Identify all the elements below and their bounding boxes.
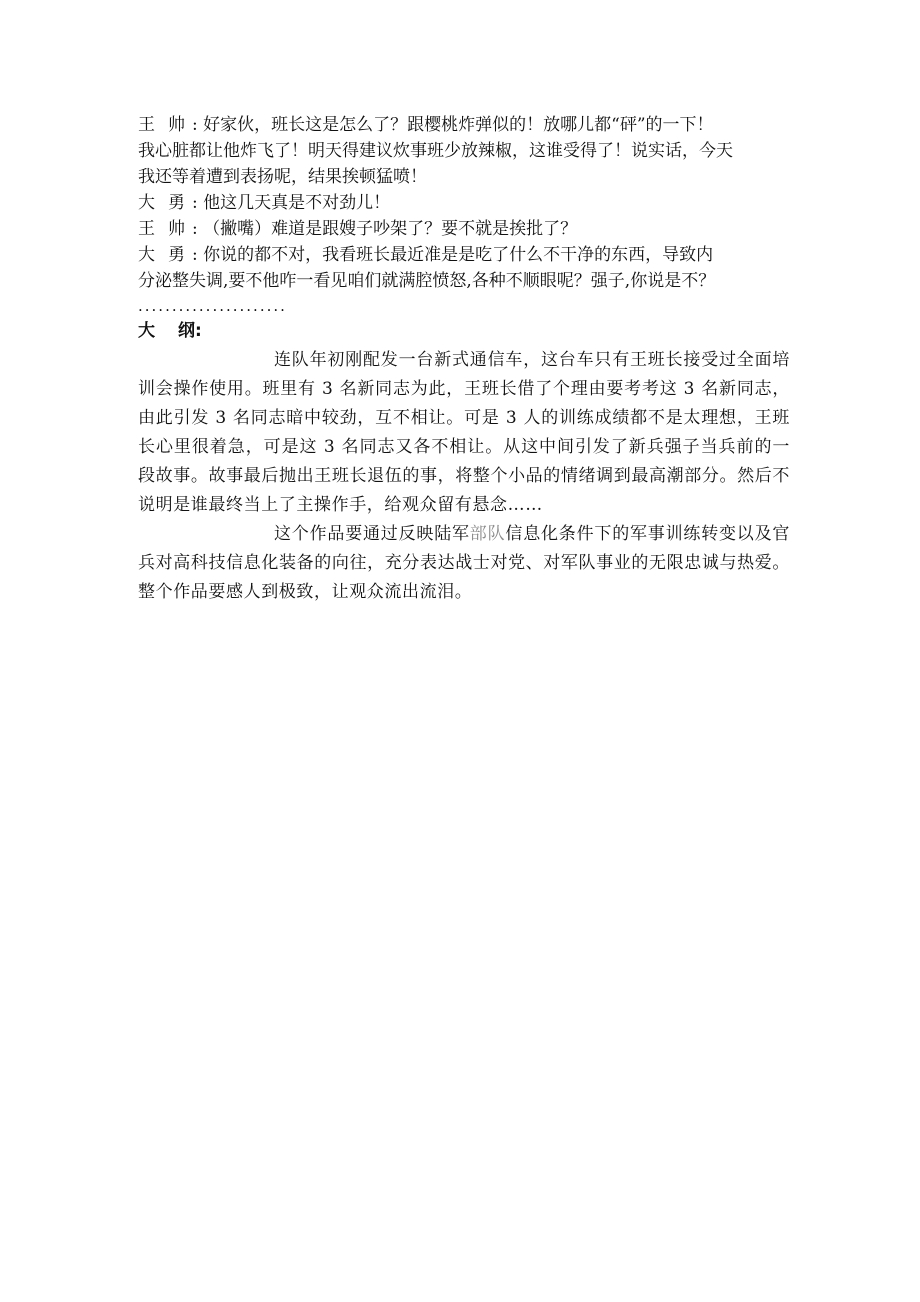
dialogue-text: : 你说的都不对，我看班长最近准是是吃了什么不干净的东西，导致内 xyxy=(192,245,714,265)
muted-word: 部队 xyxy=(469,524,506,544)
dialogue-text: : 好家伙，班长这是怎么了？跟樱桃炸弹似的！放哪儿都“砰”的一下！ xyxy=(192,115,714,135)
dialogue-line: 分泌整失调,要不他咋一看见咱们就满腔愤怒,各种不顺眼呢？强子,你说是不？ xyxy=(138,271,716,291)
speaker-name: 大 勇 xyxy=(138,245,185,265)
ellipsis-divider: ...................... xyxy=(138,297,287,315)
dialogue-block-4 xyxy=(138,242,790,294)
dialogue-line xyxy=(138,112,790,138)
outline-heading: 大 纲: xyxy=(138,321,202,341)
dialogue-line xyxy=(138,216,790,242)
dialogue-text: : 他这几天真是不对劲儿！ xyxy=(192,193,391,213)
speaker-name: 王 帅 xyxy=(138,219,185,239)
speaker-name: 大 勇 xyxy=(138,193,185,213)
dialogue-block-3 xyxy=(138,216,790,242)
dialogue-text: : （撇嘴）难道是跟嫂子吵架了？要不就是挨批了？ xyxy=(192,219,578,239)
outline-paragraph-2: 这个作品要通过反映陆军部队信息化条件下的军事训练转变以及官兵对高科技信息化装备的向往，充分表达战士对党、对军队事业的无限忠诚与热爱。整个作品要感人到极致，让观众流出流泪。 xyxy=(138,524,790,602)
dialogue-block-2 xyxy=(138,190,790,216)
dialogue-line xyxy=(138,242,790,268)
document-page xyxy=(138,112,790,607)
dialogue-line: 我心脏都让他炸飞了！明天得建议炊事班少放辣椒，这谁受得了！说实话，今天 xyxy=(138,141,733,161)
dialogue-line: 我还等着遭到表扬呢，结果挨顿猛喷！ xyxy=(138,167,427,187)
speaker-name: 王 帅 xyxy=(138,115,185,135)
outline-paragraph-1: 连队年初刚配发一台新式通信车，这台车只有王班长接受过全面培训会操作使用。班里有 3 名新同志为此，王班长借了个理由要考考这 3 名新同志，由此引发 3 名同志暗中较劲，互不相让。可是 3 人的训练成绩都不是太理想，王班长心里很着急，可是这 3 名同志又各不相让。从这中间引发了新兵强子当兵前的一段故事。故事最后抛出王班长退伍的事，将整个小品的情绪调到最高潮部分。然后不说明是谁最终当上了主操作手，给观众留有悬念…… xyxy=(138,350,790,515)
dialogue-line xyxy=(138,190,790,216)
dialogue-block-1 xyxy=(138,112,790,190)
